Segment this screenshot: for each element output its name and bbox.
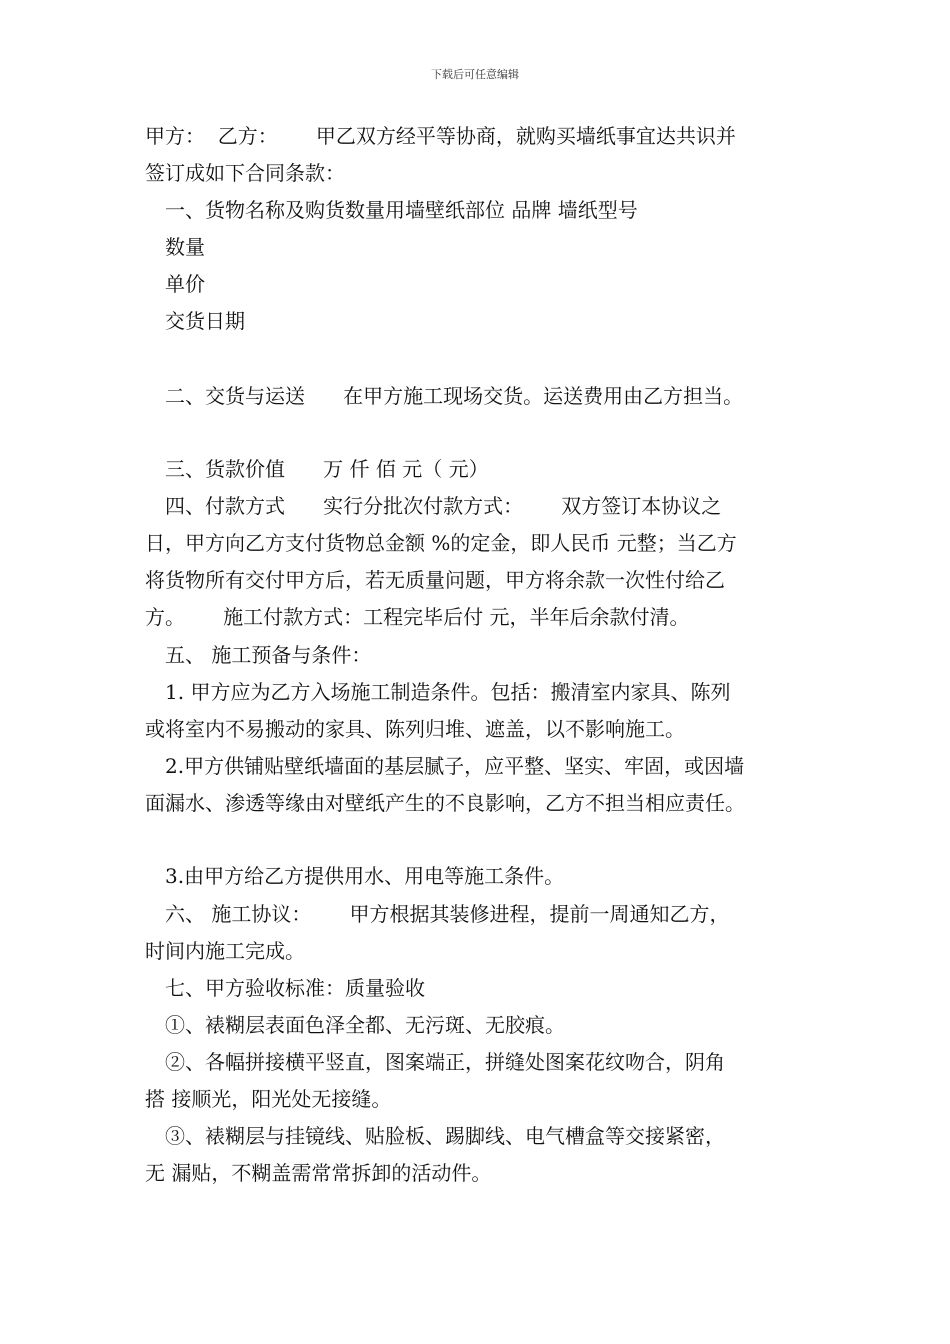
paragraph-line: 时间内施工完成。: [145, 939, 305, 963]
list-item: ②、各幅拼接横平竖直，图案端正，拼缝处图案花纹吻合，阴角: [165, 1050, 725, 1074]
paragraph-line: 日，甲方向乙方支付货物总金额 %的定金，即人民币 元整；当乙方: [145, 531, 737, 555]
paragraph-line: 将货物所有交付甲方后，若无质量问题，甲方将余款一次性付给乙: [145, 568, 725, 592]
paragraph-line: 或将室内不易搬动的家具、陈列归堆、遮盖，以不影响施工。: [145, 717, 685, 741]
list-item: 3.由甲方给乙方提供用水、用电等施工条件。: [165, 864, 565, 888]
section-heading: 三、货款价值 万 仟 佰 元（ 元）: [165, 457, 489, 481]
paragraph-line: 搭 接顺光，阳光处无接缝。: [145, 1087, 392, 1111]
section-heading: 二、交货与运送 在甲方施工现场交货。运送费用由乙方担当。: [165, 384, 744, 408]
paragraph-line: 面漏水、渗透等缘由对壁纸产生的不良影响，乙方不担当相应责任。: [145, 791, 745, 815]
section-heading: 七、甲方验收标准：质量验收: [165, 976, 425, 1000]
list-item: ①、裱糊层表面色泽全都、无污斑、无胶痕。: [165, 1013, 565, 1037]
paragraph-line: 数量: [165, 235, 205, 259]
list-item: ③、裱糊层与挂镜线、贴脸板、踢脚线、电气槽盒等交接紧密，: [165, 1124, 725, 1148]
section-heading: 六、 施工协议： 甲方根据其装修进程，提前一周通知乙方，: [165, 902, 730, 926]
paragraph-line: 方。 施工付款方式：工程完毕后付 元，半年后余款付清。: [145, 605, 690, 629]
paragraph-line: 甲方： 乙方： 甲乙双方经平等协商，就购买墙纸事宜达共识并: [145, 124, 736, 148]
section-heading: 五、 施工预备与条件：: [165, 643, 372, 667]
paragraph-line: 交货日期: [165, 309, 245, 333]
page-header: 下载后可任意编辑: [431, 68, 519, 81]
paragraph-line: 无 漏贴，不糊盖需常常拆卸的活动件。: [145, 1161, 492, 1185]
list-item: 2.甲方供铺贴壁纸墙面的基层腻子，应平整、坚实、牢固，或因墙: [165, 754, 745, 778]
section-heading: 四、付款方式 实行分批次付款方式： 双方签订本协议之: [165, 494, 722, 518]
paragraph-line: 签订成如下合同条款：: [145, 161, 345, 185]
paragraph-line: 单价: [165, 272, 205, 296]
section-heading: 一、货物名称及购货数量用墙壁纸部位 品牌 墙纸型号: [165, 198, 638, 222]
list-item: 1. 甲方应为乙方入场施工制造条件。包括：搬清室内家具、陈列: [165, 680, 731, 704]
